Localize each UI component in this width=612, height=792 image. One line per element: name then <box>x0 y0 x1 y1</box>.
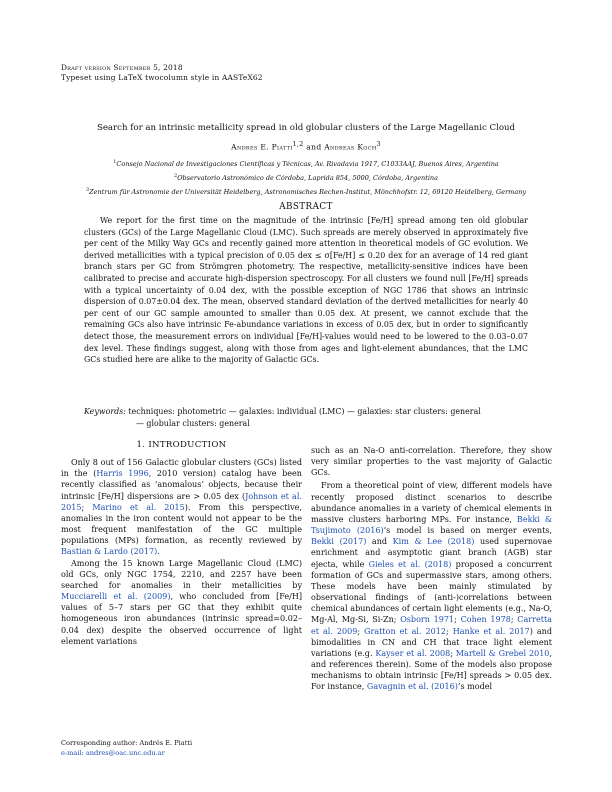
affiliation-3 <box>30 184 582 198</box>
affiliation-3-text: Zentrum für Astronomie der Universität Heidelberg, Astronomisches Rechen-Institut, Mönchhofstr. 12, 69120 Heidelberg, Germany <box>89 188 527 197</box>
text-span: ) and bimodalities in CN and CH that trace light element variations (e.g. <box>311 626 552 658</box>
author-1: Andrés E. Piatti <box>231 142 293 152</box>
citation-link[interactable]: Bekki (2017) <box>311 537 367 547</box>
citation-link[interactable]: Harris 1996 <box>96 469 149 479</box>
footnote <box>61 738 301 758</box>
text-span: ). From this perspective, anomalies in the iron content would not appear to be the most frequent manifestation of the GC multiple populations (MPs) formation, as recently reviewed by <box>61 502 302 546</box>
text-span: ; <box>81 502 93 512</box>
citation-link[interactable]: Johnson et al. 2015 <box>61 491 302 512</box>
text-span: and <box>366 537 393 547</box>
text-span: proposed a concurrent formation of GCs and supermassive stars, among others. These models have been mainly stimulated by observational findings of (anti-)correlations between chemical abundances of certain light elements (e.g., Na-O, Mg-Al, Mg-Si, Si-Zn; <box>311 559 553 625</box>
text-span: ; <box>357 626 365 636</box>
affiliation-1-text: Consejo Nacional de Investigaciones Científicas y Técnicas, Av. Rivadavia 1917, C1033AAJ, Buenos Aires, Argentina <box>116 160 499 169</box>
typeset-line: Typeset using LaTeX twocolumn style in AASTeX62 <box>61 73 263 82</box>
author-2-sup: 3 <box>376 141 381 148</box>
text-span: Only 8 out of 156 Galactic globular clusters (GCs) listed in the ( <box>61 458 302 479</box>
text-span: ’s model <box>457 682 493 692</box>
author-list <box>61 141 551 152</box>
text-span: , who concluded from [Fe/H] values of 5–7 stars per GC that they exhibit quite homogeneous iron abundances (intrinsic spread=0.02–0.04 dex) despite the observed occurrence of light element variations <box>61 592 302 646</box>
text-span: . <box>157 547 160 557</box>
text-span: , and references therein). Some of the models also propose mechanisms to obtain intrinsic [Fe/H] spreads > 0.05 dex. For instance, <box>311 648 552 692</box>
affiliations <box>30 156 582 198</box>
text-span: ; <box>446 626 453 636</box>
author-email-link[interactable]: e-mail: andres@oac.unc.edu.ar <box>61 749 165 757</box>
text-span: Among the 15 known Large Magellanic Cloud (LMC) old GCs, only NGC 1754, 2210, and 2257 have been searched for anomalies in their metallicities by <box>61 558 302 590</box>
affiliation-1 <box>30 156 582 170</box>
citation-link[interactable]: Bastian & Lardo (2017) <box>61 547 158 557</box>
author-and: and <box>306 142 322 152</box>
draft-header <box>61 63 263 83</box>
keywords-line-1: techniques: photometric — galaxies: individual (LMC) — galaxies: star clusters: general <box>128 407 481 416</box>
abstract-text: We report for the first time on the magnitude of the intrinsic [Fe/H] spread among ten old globular clusters (GCs) of the Large Magellanic Cloud (LMC). Such spreads are merely observed in approximately five per cent of the Milky Way GCs and recently gained more attention in theoretical models of GC evolution. We derived metallicities with a typical precision of 0.05 dex ≤ σ[Fe/H] ≤ 0.20 dex for an average of 14 red giant branch stars per GC from Strömgren photometry. The respective, metallicity-sensitive indices have been calibrated to precise and accurate high-dispersion spectroscopy. For all clusters we found null [Fe/H] spreads with a typical uncertainty of 0.04 dex, with the possible exception of NGC 1786 that shows an intrinsic dispersion of 0.07±0.04 dex. The mean, observed standard deviation of the derived metallicities for nearly 40 per cent of our GC sample amounted to smaller than 0.05 dex. At present, we cannot exclude that the remaining GCs also have intrinsic Fe-abundance variations in excess of 0.05 dex, but in order to significantly detect those, the measurement errors on individual [Fe/H]-values would need to be lowered to the 0.03–0.07 dex level. These findings suggest, along with those from ages and light-element abundances, that the LMC GCs studied here are alike to the majority of Galactic GCs. <box>84 216 528 365</box>
citation-link[interactable]: Martell & Grebel 2010 <box>455 648 550 658</box>
citation-link[interactable]: Mucciarelli et al. (2009) <box>61 592 171 602</box>
citation-link[interactable]: Kim & Lee (2018) <box>392 537 475 547</box>
right-column <box>311 445 552 692</box>
text-span: ; <box>450 648 456 658</box>
draft-line: Draft version September 5, 2018 <box>61 63 183 72</box>
text-span: used supernovae enrichment and asymptotic giant branch (AGB) star ejecta, while <box>311 537 552 569</box>
citation-link[interactable]: Kayser et al. 2008 <box>375 648 451 658</box>
affiliation-1-sup: 1 <box>113 159 117 165</box>
section-heading-introduction: 1. INTRODUCTION <box>136 440 227 450</box>
citation-link[interactable]: Gratton et al. 2012 <box>364 626 447 636</box>
affiliation-2-text: Observatorio Astronómico de Córdoba, Laprida 854, 5000, Córdoba, Argentina <box>177 174 438 183</box>
citation-link[interactable]: Gieles et al. (2018) <box>368 559 452 569</box>
keywords <box>84 406 528 429</box>
keywords-line-2: — globular clusters: general <box>136 418 250 428</box>
keywords-label: Keywords: <box>84 407 126 416</box>
intro-paragraph-1 <box>61 457 302 557</box>
affiliation-2-sup: 2 <box>174 173 178 180</box>
citation-link[interactable]: Hanke et al. 2017 <box>452 626 530 636</box>
citation-link[interactable]: Gavagnin et al. (2016) <box>366 682 458 692</box>
author-1-sup: 1,2 <box>292 141 304 148</box>
affiliation-2 <box>30 170 582 184</box>
author-2: Andreas Koch <box>324 142 377 152</box>
text-span: ’s model is based on merger events, <box>383 526 552 536</box>
corresponding-author: Corresponding author: Andrés E. Piatti <box>61 739 193 747</box>
citation-link[interactable]: Marino et al. 2015 <box>92 502 185 512</box>
citation-link[interactable]: Osborn 1971 <box>400 615 455 625</box>
citation-link[interactable]: Carretta et al. 2009 <box>311 615 552 636</box>
paper-title: Search for an intrinsic metallicity spread in old globular clusters of the Large Magellanic Cloud <box>96 123 516 133</box>
left-column <box>61 440 302 647</box>
text-span: , 2010 version) catalog have been recently classified as ‘anomalous’ objects, because their intrinsic [Fe/H] dispersions are > 0.05 dex ( <box>61 469 302 501</box>
abstract-heading: ABSTRACT <box>279 202 333 212</box>
intro-paragraph-3 <box>311 480 552 692</box>
intro-paragraph-2 <box>61 558 302 647</box>
intro-paragraph-2-cont: such as an Na-O anti-correlation. Therefore, they show very similar properties to the vast majority of Galactic GCs. <box>311 446 552 478</box>
text-span: From a theoretical point of view, different models have recently proposed distinct scenarios to describe abundance anomalies in a variety of chemical elements in massive clusters harboring MPs. For instance, <box>311 481 552 524</box>
citation-link[interactable]: Bekki & Tsujimoto (2016) <box>311 514 552 536</box>
text-span: ; <box>510 615 518 625</box>
text-span: ; <box>454 615 461 625</box>
citation-link[interactable]: Cohen 1978 <box>460 615 511 625</box>
affiliation-3-sup: 3 <box>85 187 90 194</box>
